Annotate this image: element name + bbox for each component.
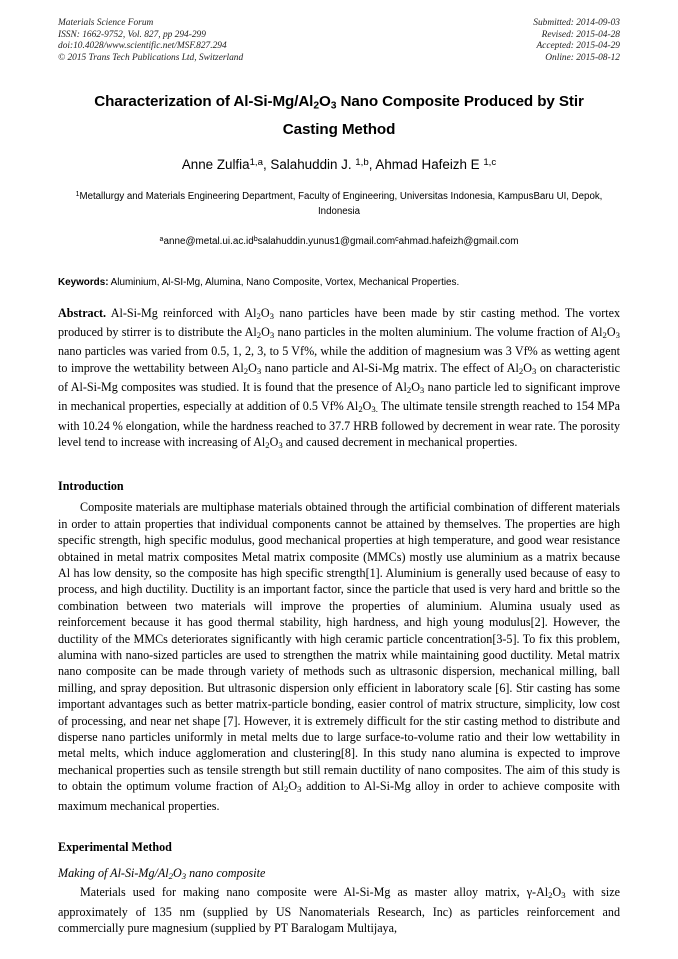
affiliation-marker: 1 bbox=[75, 190, 80, 198]
journal-doi: doi:10.4028/www.scientific.net/MSF.827.294 bbox=[58, 41, 227, 52]
introduction-paragraph: Composite materials are multiphase materials obtained through the artificial combination of different materials in order to attain properties that individual components cannot be attained by themselves. The properties are high specific strength, high specific modulus, good mechanical properties at high temperature, and good wear resistance obtained in metal matrix composites Metal matrix composite (MMCs) mostly use aluminium as a matrix because Al has low density, so the composite has high specific strength[1]. Aluminium is generally used because of easy to process, and high ductility. Ductility is an important factor, since the particle that used is very hard and brittle so the combination between two materials will improve the properties of aluminium. Alumina usualy used as reinforcement because it has good thermal stability, high hardness, and high young modulus[2]. However, the ductility of the MMCs deteriorates significantly with high ceramic particle concentration[3-5]. To fix this problem, alumina with nano-sized particles are used to strengthen the matrix while maintaining good ductility. Metal matrix nano composite can be made through variety of methods such as ultrasonic dispersion, mechanical milling, ball milling, and spray deposition. But ultrasonic dispersion only efficient in laboratory scale [6]. Stir casting has some important advantages such as better matrix-particle bonding, easier control of matrix structure, simplicity, low cost of processing, and near net shape [7]. However, it is extremely difficult for the stir casting method to distribute and disperse nano particles uniformly in metal melts due to large surface-to-volume ratio and their low wettability in metal melts, which induce agglomeration and clustering[8]. In this study nano alumina is expected to improve mechanical properties such as tensile strength but still remain ductility of nano composites. The aim of this study is to obtain the optimum volume fraction of $Al_2O_3$ addition to Al-Si-Mg alloy in order to achieve composite with maximum mechanical properties. bbox=[58, 500, 620, 813]
date-revised: Revised: 2015-04-28 bbox=[541, 29, 620, 40]
journal-issn-volume: ISSN: 1662-9752, Vol. 827, pp 294-299 bbox=[58, 29, 206, 40]
affiliation-block bbox=[58, 187, 620, 219]
author-1-name: Anne Zulfia bbox=[181, 156, 250, 172]
author-3-affiliation-marker: 1,c bbox=[483, 156, 497, 168]
email-b[interactable]: salahuddin.yunus1@gmail.com bbox=[257, 235, 396, 247]
paper-title bbox=[58, 90, 620, 140]
date-submitted: Submitted: 2014-09-03 bbox=[533, 18, 620, 28]
abstract-label: Abstract. bbox=[58, 305, 107, 320]
email-a[interactable]: anne@metal.ui.ac.id bbox=[163, 235, 254, 247]
abstract-text: Al-Si-Mg reinforced with $Al_2O_3$ nano particles have been made by stir casting method. The vortex produced by stirrer is to distribute the $Al_2O_3$ nano particles in the molten aluminium. The volume fraction of $Al_2O_3$ nano particles was varied from 0.5, 1, 2, 3, to 5 Vf%, while the addition of magnesium was 3 Vf% as wetting agent to improve the wettability between $Al_2O_3$ nano particle and Al-Si-Mg matrix. The effect of $Al_2O_3$ on characteristic of Al-Si-Mg composites was studied. It is found that the presence of $Al_2O_3$ nano particle led to significant improve in mechanical properties, especially at addition of 0.5 Vf% $Al_2O_{3.}$ The ultimate tensile strength reached to 154 MPa with 10.24 % elongation, while the hardness reached to 37.7 HRB followed by decrement in wear rate. The porosity level tend to increase with increasing of $Al_2O_3$ and caused decrement in mechanical properties. bbox=[58, 305, 621, 450]
date-online: Online: 2015-08-12 bbox=[545, 52, 620, 63]
author-2-affiliation-marker: 1,b bbox=[355, 156, 369, 168]
keywords-block bbox=[58, 276, 620, 290]
journal-header-right bbox=[533, 18, 620, 64]
paper-title-sub2: 3 bbox=[330, 100, 337, 112]
journal-header-left bbox=[58, 18, 243, 64]
affiliation-line-1: Metallurgy and Materials Engineering Department, Faculty of Engineering, Universitas Indonesia, bbox=[79, 190, 496, 202]
author-separator-2: , bbox=[368, 156, 376, 172]
email-c[interactable]: ahmad.hafeizh@gmail.com bbox=[398, 235, 519, 247]
author-1-affiliation-marker: 1,a bbox=[249, 156, 263, 168]
email-b-marker: b bbox=[253, 234, 258, 243]
experimental-method-paragraph: Materials used for making nano composite were Al-Si-Mg as master alloy matrix, $\gamma-Al_2O_3$ with size approximately of 135 nm (supplied by US Nanomaterials Research, Inc) as particles reinforcement and commercially pure magnesium (supplied by PT Baralogam Multijaya, bbox=[58, 885, 620, 935]
journal-copyright: © 2015 Trans Tech Publications Ltd, Switzerland bbox=[58, 52, 244, 63]
affiliation-line-2: KampusBaru UI, Depok, Indonesia bbox=[317, 190, 603, 217]
subsection-heading-making-nano-composite: Making of $Al-Si-Mg/Al_2O_3$ nano composite bbox=[58, 865, 266, 881]
paper-title-part2: O bbox=[318, 93, 331, 111]
section-heading-introduction: Introduction bbox=[58, 479, 124, 494]
author-2-name: Salahuddin J. bbox=[270, 156, 356, 172]
keywords-label: Keywords: bbox=[58, 276, 109, 288]
author-list bbox=[58, 154, 620, 174]
abstract-block bbox=[58, 305, 620, 454]
paper-title-part1: Characterization of Al-Si-Mg/Al bbox=[94, 93, 314, 111]
email-a-marker: a bbox=[159, 234, 164, 243]
paper-title-sub1: 2 bbox=[313, 100, 319, 112]
journal-name: Materials Science Forum bbox=[58, 18, 154, 28]
section-heading-experimental-method: Experimental Method bbox=[58, 839, 172, 854]
author-separator-1: , bbox=[262, 156, 271, 172]
author-3-name: Ahmad Hafeizh E bbox=[375, 156, 484, 172]
author-emails bbox=[58, 232, 620, 249]
email-c-marker: c bbox=[395, 234, 399, 243]
journal-header bbox=[58, 18, 620, 64]
paper-title-part3: Nano Composite Produced by Stir Casting Method bbox=[282, 93, 584, 138]
keywords-value: Aluminium, Al-SI-Mg, Alumina, Nano Composite, Vortex, Mechanical Properties. bbox=[108, 276, 460, 288]
date-accepted: Accepted: 2015-04-29 bbox=[536, 41, 620, 52]
